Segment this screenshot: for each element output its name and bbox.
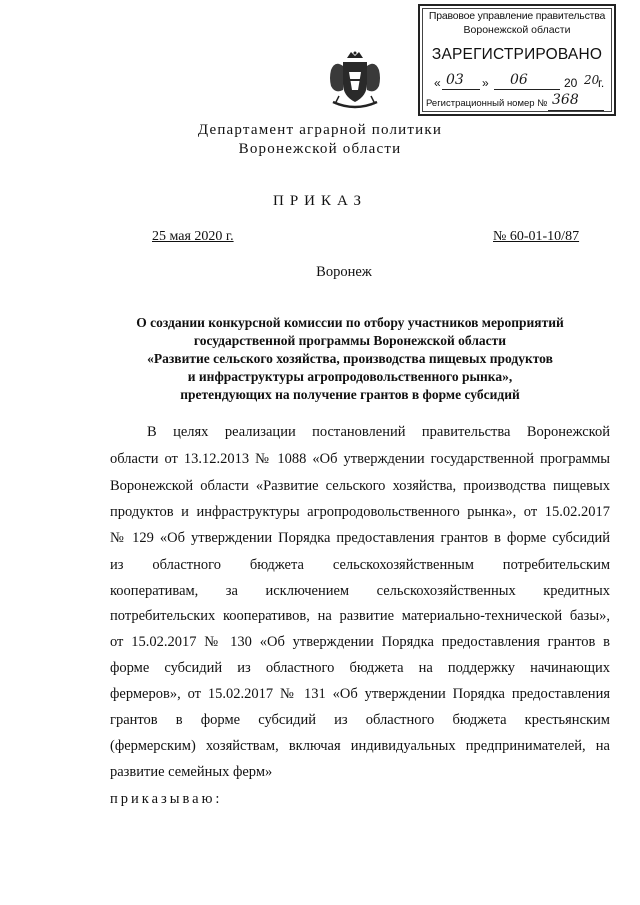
department-name-line2: Воронежской области	[238, 141, 402, 157]
stamp-close-quote: »	[482, 76, 489, 90]
body-paragraph-line: из областного бюджета сельскохозяйственным потребительским	[110, 557, 610, 573]
body-paragraph-line: (фермерским) хозяйствам, включая индивидуальных предпринимателей, на	[110, 738, 610, 754]
stamp-day-underline	[442, 89, 480, 90]
body-paragraph-line: № 129 «Об утверждении Порядка предоставления грантов в форме субсидий	[110, 530, 610, 546]
stamp-open-quote: «	[434, 76, 441, 90]
body-paragraph-line: кооперативам, за исключением сельскохозяйственных кредитных	[110, 583, 610, 599]
order-date: 25 мая 2020 г.	[152, 229, 234, 244]
stamp-year-prefix: 20	[564, 76, 578, 90]
subject-line: и инфраструктуры агропродовольственного рынка»,	[187, 369, 513, 384]
order-number: № 60-01-10/87	[493, 229, 580, 244]
body-paragraph-line: области от 13.12.2013 № 1088 «Об утверждении государственной программы	[110, 451, 610, 467]
subject-line: О создании конкурсной комиссии по отбору участников мероприятий	[136, 315, 564, 330]
stamp-status: ЗАРЕГИСТРИРОВАНО	[431, 46, 603, 63]
body-paragraph-line: В целях реализации постановлений правительства Воронежской	[147, 424, 610, 440]
body-paragraph-line: потребительских кооперативов, на развитие материально-технической базы»,	[110, 608, 610, 624]
stamp-reg-label: Регистрационный номер №	[426, 98, 548, 109]
body-paragraph-line: фермеров», от 15.02.2017 № 131 «Об утверждении Порядка предоставления	[110, 686, 610, 702]
body-paragraph-line: грантов в форме субсидий из областного бюджета крестьянским	[110, 712, 610, 728]
coat-of-arms-icon	[325, 50, 385, 112]
stamp-reg-number: 368	[552, 92, 579, 108]
body-paragraph-line: продуктов и инфраструктуры агропродовольственного рынка», от 15.02.2017	[110, 504, 610, 520]
document-type-title: ПРИКАЗ	[273, 193, 367, 209]
subject-line: претендующих на получение грантов в форме субсидий	[180, 387, 520, 402]
stamp-month: 06	[510, 72, 528, 88]
body-paragraph-line: развитие семейных ферм»	[110, 764, 273, 780]
subject-line: государственной программы Воронежской области	[193, 333, 507, 348]
body-paragraph-line: Воронежской области «Развитие сельского хозяйства, производства пищевых	[110, 478, 610, 494]
stamp-month-underline	[494, 89, 560, 90]
stamp-year-suffix: г.	[598, 76, 605, 90]
city-name: Воронеж	[316, 264, 372, 280]
subject-line: «Развитие сельского хозяйства, производства пищевых продуктов	[147, 351, 553, 366]
order-closing-word: приказываю:	[110, 791, 223, 807]
department-name-line1: Департамент аграрной политики	[197, 122, 443, 138]
stamp-org-line1: Правовое управление правительства	[428, 10, 606, 22]
stamp-date	[434, 74, 606, 92]
stamp-day: 03	[446, 72, 464, 88]
stamp-reg-underline	[548, 110, 604, 111]
stamp-org-line2: Воронежской области	[463, 24, 571, 36]
body-paragraph-line: форме субсидий из областного бюджета на поддержку начинающих	[110, 660, 610, 676]
stamp-year-handwritten: 20	[584, 73, 600, 87]
body-paragraph-line: от 15.02.2017 № 130 «Об утверждении Порядка предоставления грантов в	[110, 634, 610, 650]
registration-stamp	[418, 4, 616, 116]
